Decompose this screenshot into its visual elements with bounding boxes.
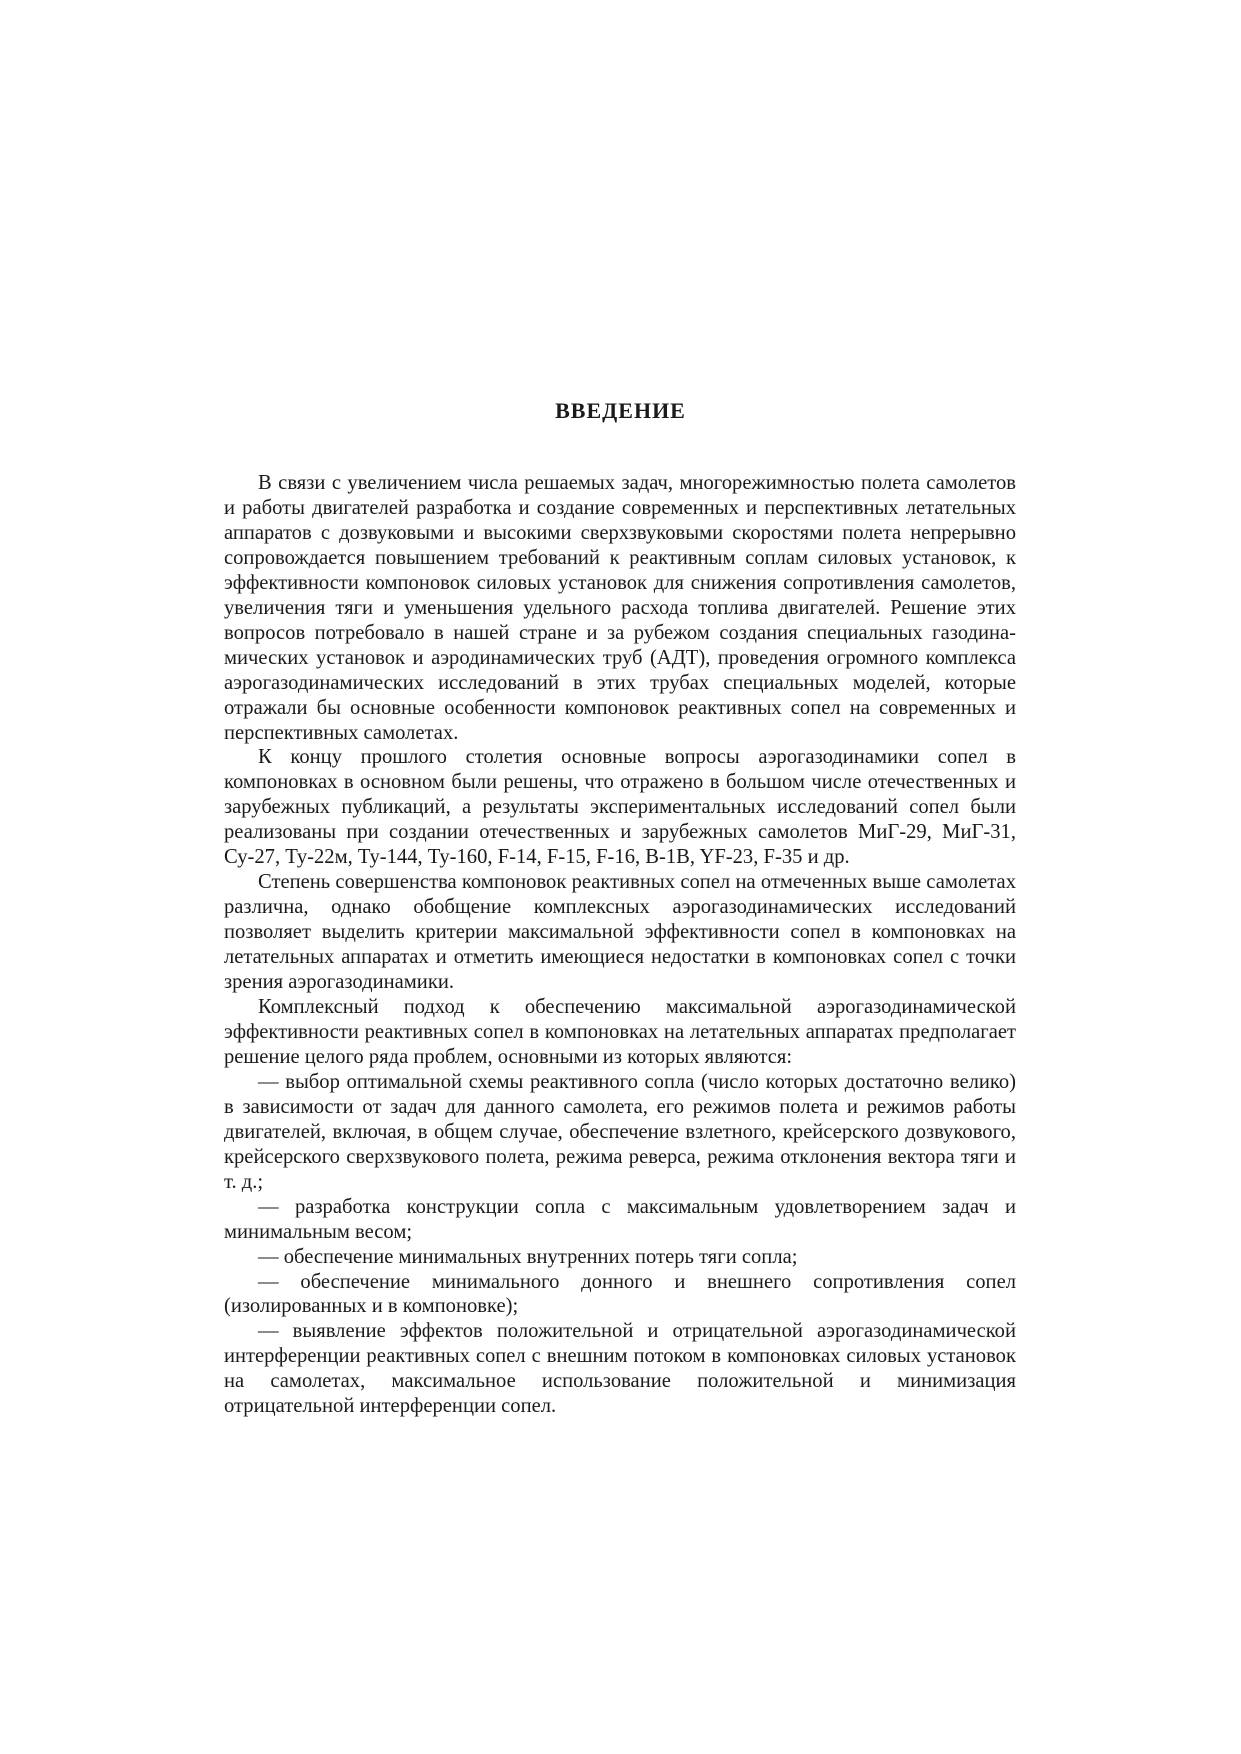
- body-text: [224, 471, 1016, 1419]
- list-item-nozzle-scheme: — выбор оптимальной схемы реактивного сопла (число которых достаточно велико) в зависимости от задач для данного самолета, его режимов полета и режимов работы двигателей, включая, в общем случае, обеспечение взлетного, крейсерского дозвукового, крейсерского сверхзвукового полета, режима реверса, режима отклонения вектора тяги и т. д.;: [224, 1070, 1016, 1193]
- paragraph-3: Степень совершенства компоновок реактивных сопел на отмеченных выше самолетах различна, однако обобщение комплексных аэрогазодинамических исследований позволяет выделить критерии максимальной эффективности сопел в компоновках на летательных аппаратах и отметить имеющиеся недостатки в компоновках сопел с точки зрения аэрогазодинамики.: [224, 871, 1016, 994]
- list-item-interference: — выявление эффектов положительной и отрицательной аэрогазодинамической интерференции реактивных сопел с внешним потоком в компоновках силовых установок на самолетах, максимальное использование положительной и минимизация отрицательной интерференции сопел.: [224, 1320, 1016, 1418]
- list-item-internal-losses: — обеспечение минимальных внутренних потерь тяги сопла;: [258, 1245, 798, 1268]
- paragraph-2: К концу прошлого столетия основные вопросы аэрогазодинамики сопел в компоновках в основном были решены, что отражено в большом числе отечественных и зарубежных публикаций, а результаты экспериментальных исследований сопел были реализованы при создании отечественных и зарубежных самолетов МиГ-29, МиГ-31, Су-27, Ту-22м, Ту-144, Ту-160, F-14, F-15, F-16, B-1B, YF-23, F-35 и др.: [224, 746, 1016, 869]
- list-item-base-drag: — обеспечение минимального донного и внешнего сопротивления сопел (изолированных и в компоновке);: [224, 1270, 1016, 1318]
- paragraph-4: Комплексный подход к обеспечению максимальной аэрогазодинамической эффективности реактивных сопел в компоновках на летательных аппаратах предполагает решение целого ряда проблем, основными из которых являются:: [224, 996, 1016, 1068]
- page-title: ВВЕДЕНИЕ: [555, 398, 686, 423]
- paragraph-1: В связи с увеличением числа решаемых задач, многорежимностью полета самолетов и работы двигателей разработка и создание современных и перспективных летательных аппаратов с дозвуковыми и высокими сверхзвуковыми скоростями полета непрерывно сопровождается повышением требований к реактивным соплам силовых установок, к эффективности компоновок силовых установок для снижения сопротивления самолетов, увеличения тяги и уменьшения удельного расхода топлива двигателей. Решение этих вопросов потребовало в нашей стране и за рубежом создания специальных газодинамических установок и аэродинамических труб (АДТ), проведения огромного комплекса аэрогазодинамических исследований в этих трубах специальных моделей, которые отражали бы основные особенности компоновок реактивных сопел на современных и перспективных самолетах.: [224, 472, 1016, 744]
- list-item-nozzle-design: — разработка конструкции сопла с максимальным удовлетворением задач и минимальным весом;: [224, 1195, 1016, 1243]
